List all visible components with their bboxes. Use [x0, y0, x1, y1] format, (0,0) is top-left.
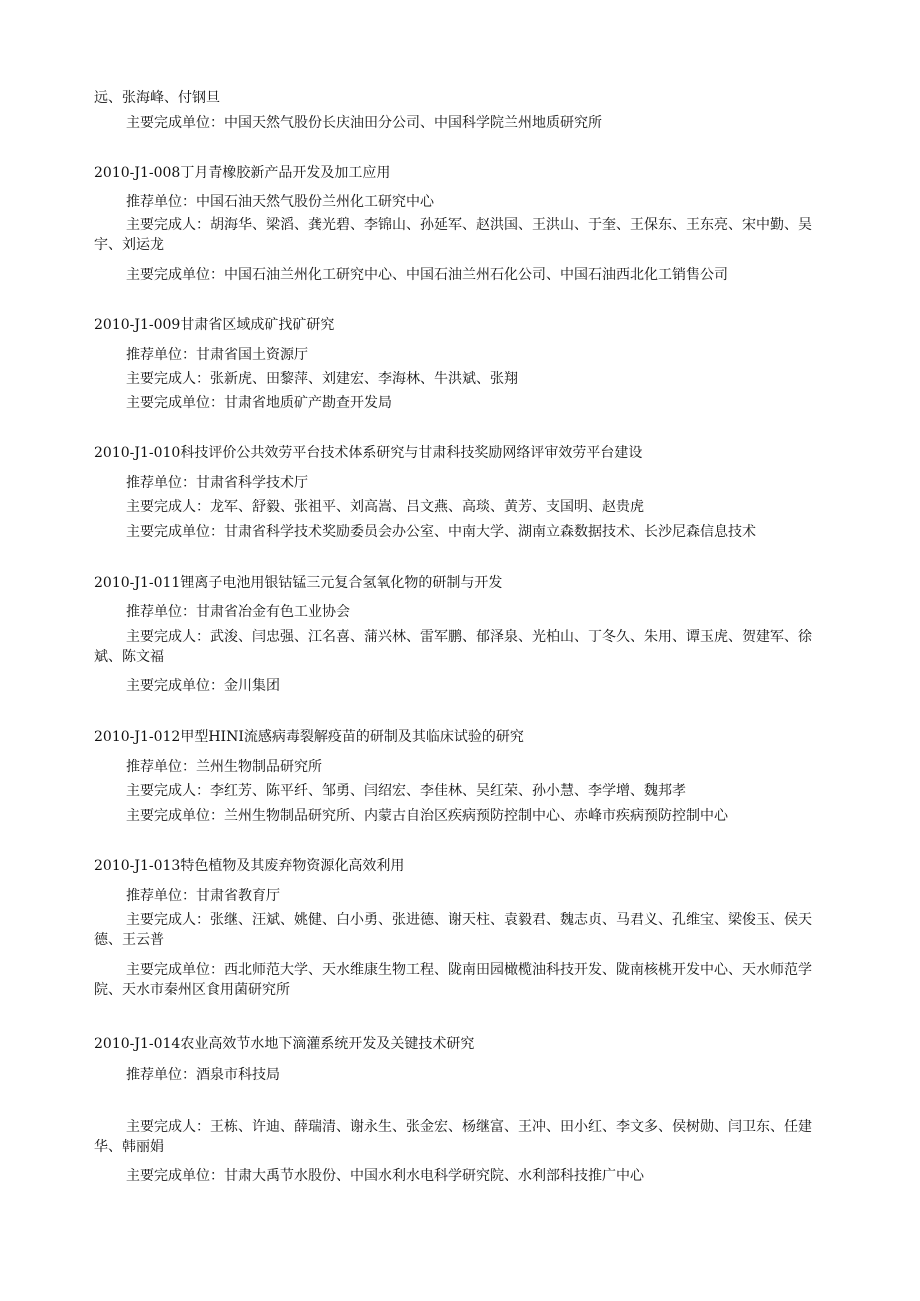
entry-recommender: 推荐单位：兰州生物制品研究所	[126, 759, 322, 775]
entry-recommender: 推荐单位：酒泉市科技局	[126, 1067, 280, 1083]
continued-persons-line: 远、张海峰、付钢旦	[94, 90, 220, 106]
entry-recommender: 推荐单位：甘肃省科学技术厅	[126, 475, 308, 491]
entry-recommender: 推荐单位：甘肃省教育厅	[126, 888, 280, 904]
entry-persons: 主要完成人：武浚、闫忠强、江名喜、蒲兴林、雷军鹏、郁泽泉、光柏山、丁冬久、朱用、谭玉虎、贺建军、徐斌、陈文福	[94, 629, 812, 665]
entry-title: 2010-J1-014农业高效节水地下滴灌系统开发及关键技术研究	[94, 1036, 475, 1052]
entry-persons: 主要完成人：张继、汪斌、姚健、白小勇、张进德、谢天柱、袁毅君、魏志贞、马君义、孔维宝、梁俊玉、侯天德、王云普	[94, 912, 812, 948]
entry-title: 2010-J1-010科技评价公共效劳平台技术体系研究与甘肃科技奖励网络评审效劳平台建设	[94, 445, 643, 461]
entry-persons: 主要完成人：龙军、舒毅、张祖平、刘高嵩、吕文燕、高琰、黄芳、支国明、赵贵虎	[126, 499, 644, 515]
entry-title: 2010-J1-008丁月青橡胶新产品开发及加工应用	[94, 165, 391, 181]
entry-unit: 主要完成单位：甘肃大禹节水股份、中国水利水电科学研究院、水利部科技推广中心	[126, 1168, 644, 1184]
entry-title: 2010-J1-011锂离子电池用银钴锰三元复合氢氧化物的研制与开发	[94, 575, 503, 591]
entry-unit: 主要完成单位：兰州生物制品研究所、内蒙古自治区疾病预防控制中心、赤峰市疾病预防控制中心	[126, 808, 728, 824]
entry-persons: 主要完成人：胡海华、梁滔、龚光碧、李锦山、孙延军、赵洪国、王洪山、于奎、王保东、王东亮、宋中勤、吴宇、刘运龙	[94, 217, 812, 253]
entry-recommender: 推荐单位：中国石油天然气股份兰州化工研究中心	[126, 194, 434, 210]
entry-unit: 主要完成单位：金川集团	[126, 678, 280, 694]
entry-unit: 主要完成单位：甘肃省科学技术奖励委员会办公室、中南大学、湖南立森数据技术、长沙尼森信息技术	[126, 524, 756, 540]
entry-unit: 主要完成单位：中国石油兰州化工研究中心、中国石油兰州石化公司、中国石油西北化工销售公司	[126, 267, 728, 283]
entry-title: 2010-J1-013特色植物及其废弃物资源化高效利用	[94, 858, 405, 874]
entry-persons: 主要完成人：王栋、许迪、薛瑞清、谢永生、张金宏、杨继富、王冲、田小红、李文多、侯树勋、闫卫东、任建华、韩丽娟	[94, 1119, 812, 1155]
entry-recommender: 推荐单位：甘肃省冶金有色工业协会	[126, 604, 350, 620]
entry-title: 2010-J1-012甲型HINI流感病毒裂解疫苗的研制及其临床试验的研究	[94, 729, 524, 745]
entry-recommender: 推荐单位：甘肃省国土资源厅	[126, 347, 308, 363]
previous-entry-unit: 主要完成单位：中国天然气股份长庆油田分公司、中国科学院兰州地质研究所	[126, 115, 602, 131]
entry-persons: 主要完成人：李红芳、陈平纤、邹勇、闫绍宏、李佳林、吴红荣、孙小慧、李学增、魏邦孝	[126, 783, 686, 799]
entry-unit: 主要完成单位：甘肃省地质矿产勘查开发局	[126, 395, 392, 411]
entry-title: 2010-J1-009甘肃省区域成矿找矿研究	[94, 317, 335, 333]
entry-unit: 主要完成单位：西北师范大学、天水维康生物工程、陇南田园橄榄油科技开发、陇南核桃开发中心、天水师范学院、天水市秦州区食用菌研究所	[94, 962, 812, 998]
entry-persons: 主要完成人：张新虎、田黎萍、刘建宏、李海林、牛洪斌、张翔	[126, 371, 518, 387]
